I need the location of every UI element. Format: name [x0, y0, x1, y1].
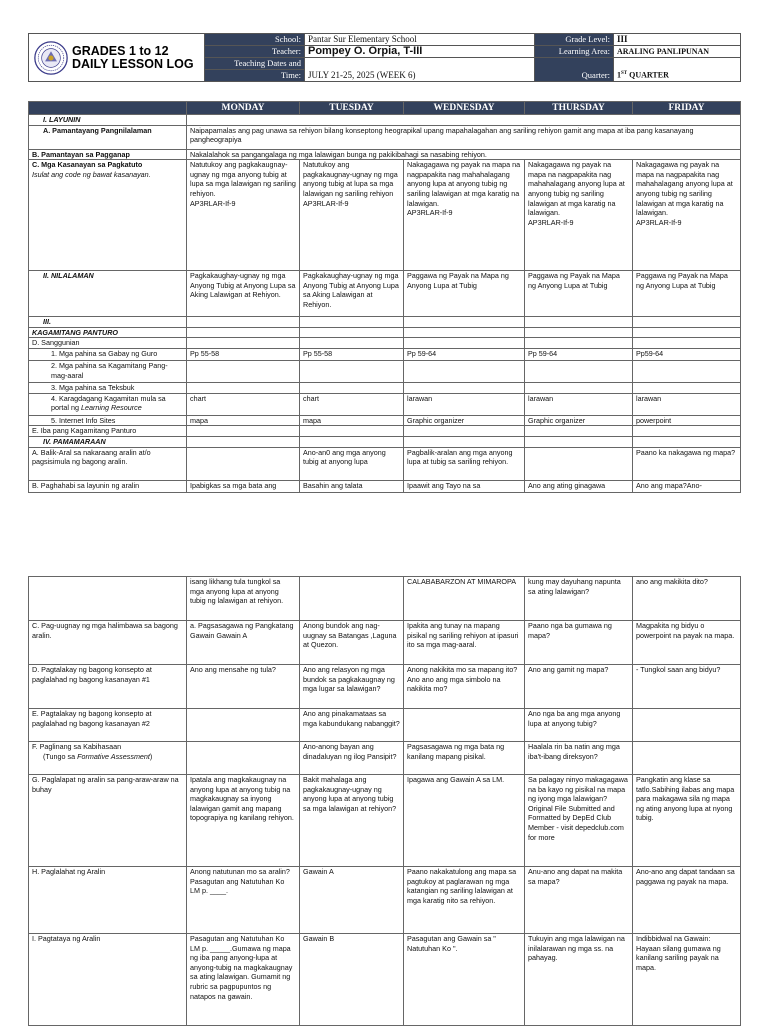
- deped-seal-icon: [34, 41, 68, 75]
- paghahabi-friday: Ano ang mapa?Ano-: [633, 480, 741, 492]
- empty-cell: [404, 360, 525, 382]
- section-kagamitang-panturo: KAGAMITANG PANTURO: [29, 327, 187, 338]
- code-wednesday: AP3RLAR-If-9: [407, 208, 453, 218]
- day-header-friday: FRIDAY: [633, 102, 741, 115]
- paglalahat-wednesday: Paano nakakatulong ang mapa sa pagtukoy at paglarawan ng mga katangian ng sariling lalawigan at mga karatig nito sa rehiyon.: [404, 867, 525, 934]
- code-friday: AP3RLAR-If-9: [636, 217, 682, 227]
- pagtalakay1-friday: - Tungkol saan ang bidyu?: [633, 665, 741, 709]
- row-label-kagamitang-mag-aaral: 2. Mga pahina sa Kagamitang Pang-mag-aaral: [29, 360, 187, 382]
- row-label-pagtataya: I. Pagtataya ng Aralin: [29, 934, 187, 1026]
- grade-value: III: [614, 34, 741, 46]
- pagtalakay2-monday: [187, 709, 300, 742]
- empty-cell: [187, 115, 741, 126]
- row-label-iba-pang-kagamitan: E. Iba pang Kagamitang Panturo: [29, 426, 187, 437]
- paglalapat-tuesday: Bakit mahalaga ang pagkakaugnay-ugnay ng anyong lupa at anyong tubig sa mga lalawigan at rehiyon?: [300, 775, 404, 867]
- karagdagang-wednesday: larawan: [404, 393, 525, 415]
- table-row: [29, 393, 741, 415]
- row-label-karagdagang-kagamitan: [29, 393, 187, 415]
- day-header-row: [29, 102, 741, 115]
- karagdagang-label-text: 4. Karagdagang Kagamitan mula sa portal ng: [51, 393, 166, 413]
- paglinang-sub-b: Formative Assessment: [77, 751, 150, 761]
- empty-cell: [300, 317, 404, 328]
- karagdagang-friday: larawan: [633, 393, 741, 415]
- pag-uugnay-wednesday: Ipakita ang tunay na mapang pisikal ng sariling rehiyon at ipasuri ito sa mga mag-aaral.: [404, 621, 525, 665]
- quarter-label: Quarter:: [535, 58, 614, 82]
- table-row: [29, 360, 741, 382]
- paglinang-subtitle: [32, 752, 183, 762]
- cell: [525, 160, 633, 271]
- paglinang-thursday: Haalala rin ba natin ang mga iba't-ibang direksyon?: [525, 742, 633, 775]
- balik-aral-friday: Paano ka nakagawa ng mapa?: [633, 447, 741, 480]
- empty-cell: [525, 382, 633, 393]
- empty-cell: [187, 426, 300, 437]
- pamantayan-pagganap-text: Nakalalahok sa pangangalaga ng mga lalawigan bunga ng pakikibahagi sa nasabing rehiyon.: [187, 149, 741, 160]
- school-value: Pantar Sur Elementary School: [305, 34, 535, 46]
- table-row: [29, 934, 741, 1026]
- table-row: [29, 348, 741, 360]
- table-row: [29, 271, 741, 317]
- table-row: [29, 382, 741, 393]
- empty-cell: [633, 317, 741, 328]
- row-label-paglalapat: G. Paglalapat ng aralin sa pang-araw-araw na buhay: [29, 775, 187, 867]
- paglinang-friday: [633, 742, 741, 775]
- kasanayan-tuesday: Natutukoy ang pagkakaugnay-ugnay ng mga anyong tubig at lupa sa mga lalawigan ng sariling rehiyon: [303, 160, 398, 198]
- table-row: [29, 160, 741, 271]
- day-header-tuesday: TUESDAY: [300, 102, 404, 115]
- teacher-value: Pompey O. Orpia, T-III: [305, 46, 535, 58]
- paglalapat-monday: Ipatala ang magkakaugnay na anyong lupa at anyong tubig na magkakaugnay sa inyong lalawigan gamit ang mapang topograpiya ng kanilang rehiyon.: [187, 775, 300, 867]
- paglalahat-thursday: Anu-ano ang dapat na makita sa mapa?: [525, 867, 633, 934]
- pagtalakay1-wednesday: Anong nakikita mo sa mapang ito? Ano ano ang mga simbolo na nakikita mo?: [404, 665, 525, 709]
- nilalaman-wednesday: Paggawa ng Payak na Mapa ng Anyong Lupa at Tubig: [404, 271, 525, 317]
- karagdagang-monday: chart: [187, 393, 300, 415]
- nilalaman-tuesday: Pagkakaughay-ugnay ng mga Anyong Tubig at Anyong Lupa sa Aking Lalawigan at Rehiyon.: [300, 271, 404, 317]
- empty-cell: [187, 317, 300, 328]
- nilalaman-monday: Pagkakaughay-ugnay ng mga Anyong Tubig at Anyong Lupa sa Aking Lalawigan at Rehiyon.: [187, 271, 300, 317]
- pag-uugnay-friday: Magpakita ng bidyu o powerpoint na payak na mapa.: [633, 621, 741, 665]
- karagdagang-tuesday: chart: [300, 393, 404, 415]
- paglalahat-tuesday: Gawain A: [300, 867, 404, 934]
- pagtalakay1-thursday: Ano ang gamit ng mapa?: [525, 665, 633, 709]
- quarter-value: [614, 58, 741, 82]
- pamantayang-pangnilalaman-text: Naipapamalas ang pag unawa sa rehiyon bilang konseptong heograpikal upang mapahalagahan ang sariling rehiyon gamit ang mapa at iba pang kasanayang pangheograpiya: [187, 125, 741, 149]
- paghahabi-wednesday: Ipaawit ang Tayo na sa: [404, 480, 525, 492]
- karagdagang-thursday: larawan: [525, 393, 633, 415]
- teacher-label: Teacher:: [205, 46, 305, 58]
- internet-thursday: Graphic organizer: [525, 415, 633, 426]
- empty-cell: [300, 382, 404, 393]
- table-row: [29, 665, 741, 709]
- table-row: [29, 426, 741, 437]
- row-label-pamantayang-pangnilalaman: A. Pamantayang Pangnilalaman: [29, 125, 187, 149]
- pagtalakay2-thursday: Ano nga ba ang mga anyong lupa at anyong tubig?: [525, 709, 633, 742]
- empty-cell: [633, 338, 741, 349]
- table-row: [29, 577, 741, 621]
- table-row: [29, 621, 741, 665]
- kasanayan-friday: Nakagagawa ng payak na mapa na nagpapakita nag mahahalagang anyong lupa at anyong tubig ng sariling lalawigan at mga karatig na lalawigan.: [636, 160, 733, 218]
- pagtataya-friday: Indibbidwal na Gawain: Hayaan silang gumawa ng kanilang sariling payak na mapa.: [633, 934, 741, 1026]
- internet-monday: mapa: [187, 415, 300, 426]
- paghahabi-tuesday: Basahin ang talata: [300, 480, 404, 492]
- grade-label: Grade Level:: [535, 34, 614, 46]
- table-row: [29, 327, 741, 338]
- empty-cell: [633, 360, 741, 382]
- empty-cell: [187, 437, 300, 448]
- empty-cell: [404, 382, 525, 393]
- kasanayan-subtitle: Isulat ang code ng bawat kasanayan.: [32, 169, 151, 179]
- empty-cell: [525, 317, 633, 328]
- section-nilalaman: II. NILALAMAN: [29, 271, 187, 317]
- empty-cell: [404, 437, 525, 448]
- kasanayan-thursday: Nakagagawa ng payak na mapa na nagpapakita nag mahahalagang anyong lupa at anyong tubig ng sariling lalawigan at mga karatig na lalawigan.: [528, 160, 625, 218]
- empty-cell: [187, 327, 300, 338]
- cell: [300, 160, 404, 271]
- lesson-table-page2: [28, 576, 741, 1026]
- empty-cell: [404, 426, 525, 437]
- empty-cell: [525, 338, 633, 349]
- empty-cell: [404, 317, 525, 328]
- section-iii: III.: [29, 317, 187, 328]
- row-label-paghahabi: B. Paghahabi sa layunin ng aralin: [29, 480, 187, 492]
- paglalapat-wednesday: Ipagawa ang Gawain A sa LM.: [404, 775, 525, 867]
- paglalapat-friday: Pangkatin ang klase sa tatlo.Sabihing ilabas ang mapa para makagawa sila ng mapa ng ating anyong lupa at nyong tubig.: [633, 775, 741, 867]
- quarter-suffix: ST: [621, 71, 628, 77]
- area-label: Learning Area:: [535, 46, 614, 58]
- cell: [404, 160, 525, 271]
- pagtataya-monday: Pasagutan ang Natutuhan Ko LM p. _____.Gumawa ng mapa ng iba pang anyong-lupa at anyong-tubig na magkakaugnay sa ating lalawigan. Gumamit ng rubric sa pagpupuntos ng natapos na gawain.: [187, 934, 300, 1026]
- pagtalakay2-wednesday: [404, 709, 525, 742]
- table-row: [29, 338, 741, 349]
- paghahabi-thursday: Ano ang ating ginagawa: [525, 480, 633, 492]
- row-label-pagtalakay-1: D. Pagtalakay ng bagong konsepto at paglalahad ng bagong kasanayan #1: [29, 665, 187, 709]
- paglalahat-monday: Anong natutunan mo sa aralin?Pasagutan ang Natutuhan Ko LM p. ____.: [187, 867, 300, 934]
- table-row: [29, 149, 741, 160]
- balik-aral-monday: [187, 447, 300, 480]
- kasanayan-title: C. Mga Kasanayan sa Pagkatuto: [32, 160, 143, 170]
- empty-cell: [300, 426, 404, 437]
- row-label-pagtalakay-2: E. Pagtalakay ng bagong konsepto at paglalahad ng bagong kasanayan #2: [29, 709, 187, 742]
- row-label-gabay-guro: 1. Mga pahina sa Gabay ng Guro: [29, 348, 187, 360]
- code-monday: AP3RLAR-If-9: [190, 198, 236, 208]
- dates-label-1: Teaching Dates and: [205, 58, 305, 70]
- empty-cell: [300, 437, 404, 448]
- cell: [187, 160, 300, 271]
- table-row: [29, 125, 741, 149]
- quarter-word: QUARTER: [629, 71, 669, 80]
- table-row: [29, 867, 741, 934]
- paghahabi-monday: Ipabigkas sa mga bata ang: [187, 480, 300, 492]
- paglalahat-friday: Ano-ano ang dapat tandaan sa paggawa ng payak na mapa.: [633, 867, 741, 934]
- table-row: [29, 447, 741, 480]
- gabay-wednesday: Pp 59-64: [404, 348, 525, 360]
- empty-cell: [525, 426, 633, 437]
- balik-aral-wednesday: Pagbalik-aralan ang mga anyong lupa at tubig sa sariling rehiyon.: [404, 447, 525, 480]
- header-table: [28, 33, 741, 82]
- empty-cell: [525, 360, 633, 382]
- gabay-tuesday: Pp 55-58: [300, 348, 404, 360]
- doc-title-line1: GRADES 1 to 12: [72, 43, 169, 58]
- doc-title-line2: DAILY LESSON LOG: [72, 56, 194, 71]
- empty-cell: [300, 360, 404, 382]
- paghahabi-cont-monday: isang likhang tula tungkol sa mga anyong lupa at anyong tubig ng lalawigan at rehiyon.: [187, 577, 300, 621]
- paglinang-sub-c: ): [149, 751, 153, 761]
- section-layunin: I. LAYUNIN: [29, 115, 187, 126]
- paghahabi-cont-tuesday: [300, 577, 404, 621]
- paghahabi-cont-wednesday: CALABABARZON AT MIMAROPA: [404, 577, 525, 621]
- table-row: [29, 317, 741, 328]
- row-label-sanggunian: D. Sanggunian: [29, 338, 187, 349]
- section-pamamaraan: IV. PAMAMARAAN: [29, 437, 187, 448]
- paglinang-tuesday: Ano-anong bayan ang dinadaluyan ng ilog Pansipit?: [300, 742, 404, 775]
- school-label: School:: [205, 34, 305, 46]
- empty-cell: [633, 382, 741, 393]
- gabay-friday: Pp59-64: [633, 348, 741, 360]
- empty-cell: [633, 426, 741, 437]
- pagtalakay2-friday: [633, 709, 741, 742]
- pag-uugnay-monday: a. Pagsasagawa ng Pangkatang Gawain Gawain A: [187, 621, 300, 665]
- header-title-cell: [29, 34, 205, 82]
- dates-value: JULY 21-25, 2025 (WEEK 6): [305, 58, 535, 82]
- table-row: [29, 115, 741, 126]
- paglinang-wednesday: Pagsasagawa ng mga bata ng kanilang mapang pisikal.: [404, 742, 525, 775]
- empty-cell: [300, 327, 404, 338]
- empty-cell: [404, 338, 525, 349]
- pagtalakay1-monday: Ano ang mensahe ng tula?: [187, 665, 300, 709]
- pagtataya-tuesday: Gawain B: [300, 934, 404, 1026]
- nilalaman-friday: Paggawa ng Payak na Mapa ng Anyong Lupa at Tubig: [633, 271, 741, 317]
- row-label-pag-uugnay: C. Pag-uugnay ng mga halimbawa sa bagong aralin.: [29, 621, 187, 665]
- internet-friday: powerpoint: [633, 415, 741, 426]
- internet-tuesday: mapa: [300, 415, 404, 426]
- table-row: [29, 709, 741, 742]
- row-label-balik-aral: A. Balik-Aral sa nakaraang aralin at/o pagsisimula ng bagong aralin.: [29, 447, 187, 480]
- row-label-paglalahat: H. Paglalahat ng Aralin: [29, 867, 187, 934]
- empty-cell: [187, 360, 300, 382]
- balik-aral-tuesday: Ano-an0 ang mga anyong tubig at anyong lupa: [300, 447, 404, 480]
- dates-label-2: Time:: [205, 70, 305, 82]
- internet-wednesday: Graphic organizer: [404, 415, 525, 426]
- paglinang-monday: [187, 742, 300, 775]
- area-value: ARALING PANLIPUNAN: [614, 46, 741, 58]
- day-header-thursday: THURSDAY: [525, 102, 633, 115]
- empty-cell: [29, 577, 187, 621]
- gabay-thursday: Pp 59-64: [525, 348, 633, 360]
- empty-cell: [187, 382, 300, 393]
- day-header-blank: [29, 102, 187, 115]
- kasanayan-monday: Natutukoy ang pagkakaugnay-ugnay ng mga anyong tubig at lupa sa mga lalawigan ng sariling rehiyon.: [190, 160, 296, 198]
- empty-cell: [525, 437, 633, 448]
- empty-cell: [633, 437, 741, 448]
- pagtalakay2-tuesday: Ano ang pinakamataas sa mga kabundukang nabanggit?: [300, 709, 404, 742]
- gabay-monday: Pp 55-58: [187, 348, 300, 360]
- quarter-number: 1: [617, 71, 621, 80]
- row-label-teksbuk: 3. Mga pahina sa Teksbuk: [29, 382, 187, 393]
- code-thursday: AP3RLAR-If-9: [528, 217, 574, 227]
- row-label-pamantayan-pagganap: B. Pamantayan sa Pagganap: [29, 149, 187, 160]
- lesson-table-page1: [28, 101, 741, 493]
- kasanayan-wednesday: Nakagagawa ng payak na mapa na nagpapakita nag mahahalagang anyong lupa at anyong tubig ng sariling lalawigan at mga karatig na lalawigan.: [407, 160, 521, 208]
- pag-uugnay-thursday: Paano nga ba gumawa ng mapa?: [525, 621, 633, 665]
- empty-cell: [404, 327, 525, 338]
- paglalapat-thursday: Sa palagay ninyo makagagawa na ba kayo ng pisikal na mapa ng iyong mga lalawigan? Original File Submitted and Formatted by DepEd Club Member - visit depedclub.com for more: [525, 775, 633, 867]
- paglinang-sub-a: (Tungo sa: [43, 751, 78, 761]
- table-row: [29, 480, 741, 492]
- table-row: [29, 437, 741, 448]
- row-label-internet-sites: 5. Internet Info Sites: [29, 415, 187, 426]
- pagtataya-thursday: Tukuyin ang mga lalawigan na inilalarawan ng mga ss. na pahayag.: [525, 934, 633, 1026]
- pagtataya-wednesday: Pasagutan ang Gawain sa " Natutuhan Ko ".: [404, 934, 525, 1026]
- table-row: [29, 775, 741, 867]
- day-header-monday: MONDAY: [187, 102, 300, 115]
- row-label-kasanayan: [29, 160, 187, 271]
- learning-resource-text: Learning Resource: [80, 403, 142, 413]
- nilalaman-thursday: Paggawa ng Payak na Mapa ng Anyong Lupa at Tubig: [525, 271, 633, 317]
- day-header-wednesday: WEDNESDAY: [404, 102, 525, 115]
- code-tuesday: AP3RLAR-If-9: [303, 198, 349, 208]
- empty-cell: [633, 327, 741, 338]
- table-row: [29, 742, 741, 775]
- balik-aral-thursday: [525, 447, 633, 480]
- empty-cell: [300, 338, 404, 349]
- empty-cell: [525, 327, 633, 338]
- paghahabi-cont-thursday: kung may dayuhang napunta sa ating lalawigan?: [525, 577, 633, 621]
- row-label-paglinang: [29, 742, 187, 775]
- pag-uugnay-tuesday: Anong bundok ang nag-uugnay sa Batangas ,Laguna at Quezon.: [300, 621, 404, 665]
- cell: [633, 160, 741, 271]
- table-row: [29, 415, 741, 426]
- paghahabi-cont-friday: ano ang makikita dito?: [633, 577, 741, 621]
- paglinang-title: F. Paglinang sa Kabihasaan: [32, 742, 122, 751]
- empty-cell: [187, 338, 300, 349]
- pagtalakay1-tuesday: Ano ang relasyon ng mga bundok sa pagkakaugnay ng mga lugar sa lalawigan?: [300, 665, 404, 709]
